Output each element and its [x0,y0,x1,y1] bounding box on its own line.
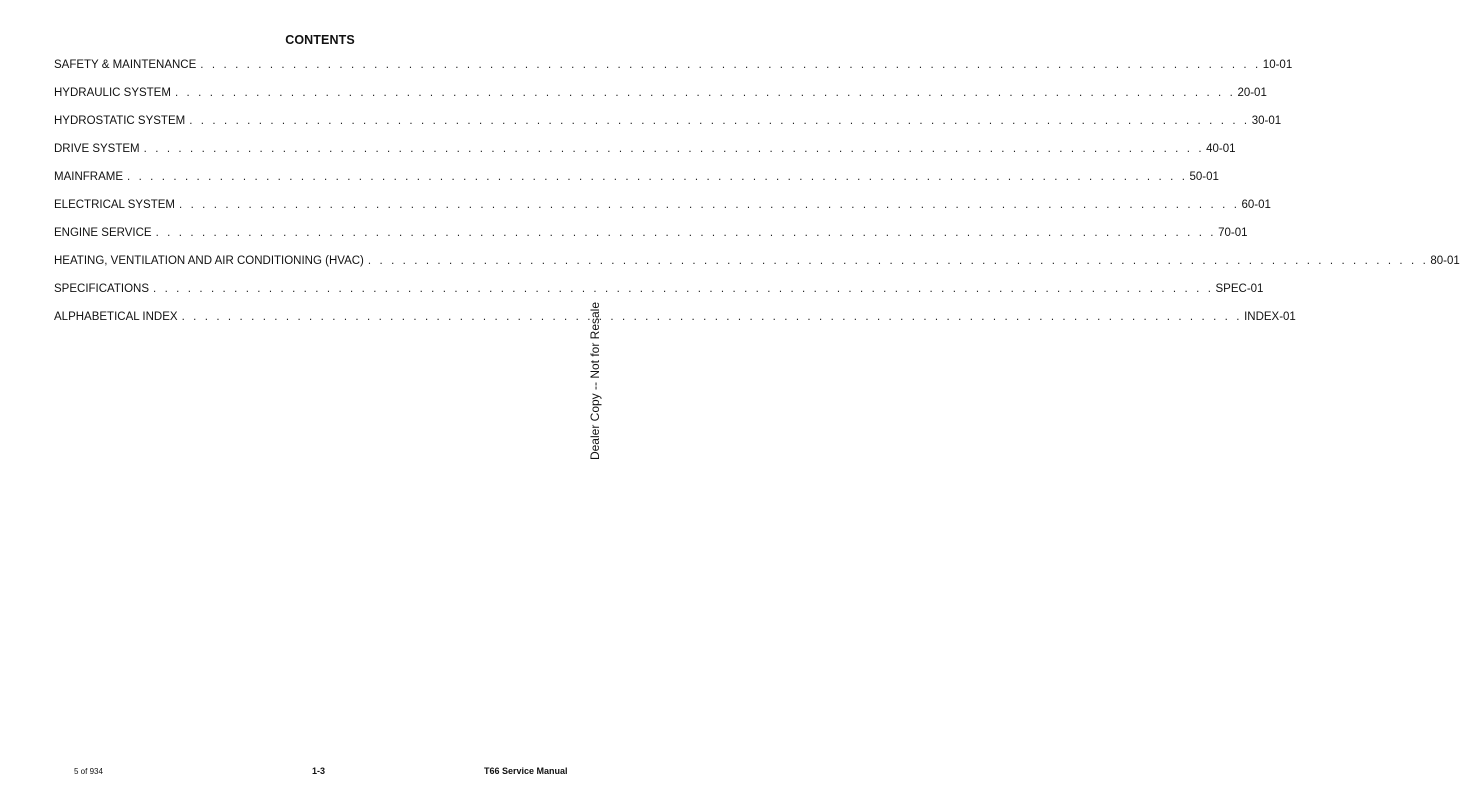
dot-leader: . . . . . . . . . . . . . . . . . . . . . . . . . . . . . . . . . . . . . . . . . . . . . . . . . . . . . . . . . . . . . . . . . . . . . . . . . . . . . . . . . . . . . . . . . . . . [181,311,1243,323]
toc-entry-hydraulic-system[interactable] [54,87,1267,115]
toc-entry-label: HYDRAULIC SYSTEM [54,87,171,99]
toc-entry-page: 60-01 [1241,199,1271,211]
toc-entry-label: SPECIFICATIONS [54,283,149,295]
toc-entry-label: HEATING, VENTILATION AND AIR CONDITIONING (HVAC) [54,255,364,267]
dot-leader: . . . . . . . . . . . . . . . . . . . . . . . . . . . . . . . . . . . . . . . . . . . . . . . . . . . . . . . . . . . . . . . . . . . . . . . . . . . . . . . . . . . . . . . . . . . . [200,59,1261,71]
toc-entry-page: 50-01 [1189,171,1219,183]
dot-leader: . . . . . . . . . . . . . . . . . . . . . . . . . . . . . . . . . . . . . . . . . . . . . . . . . . . . . . . . . . . . . . . . . . . . . . . . . . . . . . . . . . . . . . . . . . . . [127,171,1188,183]
toc-entry-drive-system[interactable] [54,143,1236,171]
dot-leader: . . . . . . . . . . . . . . . . . . . . . . . . . . . . . . . . . . . . . . . . . . . . . . . . . . . . . . . . . . . . . . . . . . . . . . . . . . . . . . . . . . . . . . . . . . . . [143,143,1205,155]
toc-entry-page: 10-01 [1262,59,1293,71]
dot-leader: . . . . . . . . . . . . . . . . . . . . . . . . . . . . . . . . . . . . . . . . . . . . . . . . . . . . . . . . . . . . . . . . . . . . . . . . . . . . . . . . . . . . . . . . . . . . [153,283,1214,295]
dot-leader: . . . . . . . . . . . . . . . . . . . . . . . . . . . . . . . . . . . . . . . . . . . . . . . . . . . . . . . . . . . . . . . . . . . . . . . . . . . . . . . . . . . . . . . . . . . . [155,227,1217,239]
footer-manual-title: T66 Service Manual [484,766,568,776]
toc-entry-alphabetical-index[interactable] [54,311,1296,339]
footer-page-count: 5 of 934 [74,767,103,776]
toc-entry-label: SAFETY & MAINTENANCE [54,59,197,71]
footer-page-number: 1-3 [312,766,326,776]
dot-leader: . . . . . . . . . . . . . . . . . . . . . . . . . . . . . . . . . . . . . . . . . . . . . . . . . . . . . . . . . . . . . . . . . . . . . . . . . . . . . . . . . . . . . . . . . . . . [367,255,1429,267]
toc-entry-mainframe[interactable] [54,171,1219,199]
page-title: CONTENTS [285,33,355,47]
toc-entry-electrical-system[interactable] [54,199,1271,227]
toc-entry-page: INDEX-01 [1244,311,1296,323]
toc-entry-page: 80-01 [1430,255,1460,267]
toc-entry-page: SPEC-01 [1215,283,1264,295]
toc-entry-engine-service[interactable] [54,227,1248,255]
dot-leader: . . . . . . . . . . . . . . . . . . . . . . . . . . . . . . . . . . . . . . . . . . . . . . . . . . . . . . . . . . . . . . . . . . . . . . . . . . . . . . . . . . . . . . . . . . . . [174,87,1236,99]
dot-leader: . . . . . . . . . . . . . . . . . . . . . . . . . . . . . . . . . . . . . . . . . . . . . . . . . . . . . . . . . . . . . . . . . . . . . . . . . . . . . . . . . . . . . . . . . . . . [179,199,1240,211]
toc-entry-hydrostatic-system[interactable] [54,115,1282,143]
toc-entry-label: DRIVE SYSTEM [54,143,140,155]
toc-entry-specifications[interactable] [54,283,1264,311]
toc-entry-label: HYDROSTATIC SYSTEM [54,115,186,127]
toc-entry-page: 20-01 [1237,87,1267,99]
toc-entry-hvac[interactable] [54,255,1460,283]
dealer-copy-watermark: Dealer Copy -- Not for Resale [588,301,602,461]
toc-entry-label: MAINFRAME [54,171,123,183]
toc-entry-page: 30-01 [1251,115,1282,127]
toc-entry-label: ENGINE SERVICE [54,227,152,239]
toc-entry-page: 40-01 [1206,143,1236,155]
dot-leader: . . . . . . . . . . . . . . . . . . . . . . . . . . . . . . . . . . . . . . . . . . . . . . . . . . . . . . . . . . . . . . . . . . . . . . . . . . . . . . . . . . . . . . . . . . . . [189,115,1250,127]
table-of-contents [54,59,1460,339]
toc-entry-label: ELECTRICAL SYSTEM [54,199,175,211]
toc-entry-safety-maintenance[interactable] [54,59,1293,87]
toc-entry-page: 70-01 [1218,227,1248,239]
toc-entry-label: ALPHABETICAL INDEX [54,311,178,323]
